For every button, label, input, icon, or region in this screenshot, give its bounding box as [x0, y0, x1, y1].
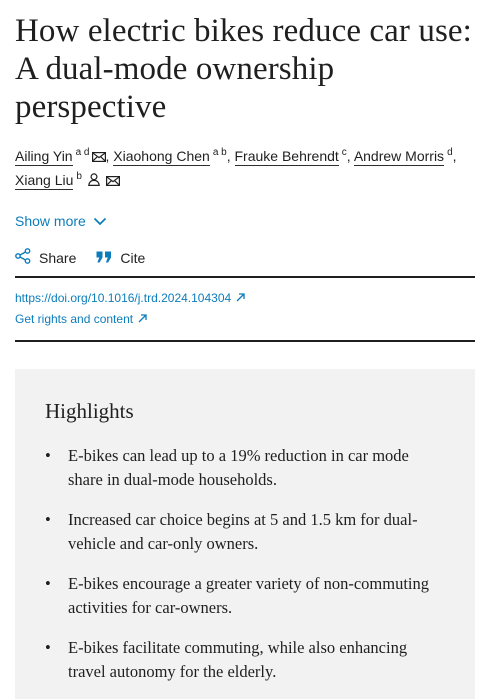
author-affiliation[interactable]: a b [212, 147, 227, 159]
cite-button[interactable] [96, 250, 145, 266]
highlight-item: • Increased car choice begins at 5 and 1.5 km for dual-vehicle and car-only owners. [45, 508, 445, 556]
highlights-list [15, 444, 475, 684]
doi-link-text: https://doi.org/10.1016/j.trd.2024.104304 [15, 291, 232, 306]
author-affiliation[interactable]: d [447, 147, 453, 159]
author-affiliation[interactable]: b [76, 171, 82, 183]
author-affiliation[interactable]: a d [75, 147, 90, 159]
share-icon [15, 248, 31, 267]
highlight-item: • E-bikes facilitate commuting, while also enhancing travel autonomy for the elderly. [45, 636, 445, 684]
author-affiliation[interactable]: c [341, 147, 347, 159]
article-title: How electric bikes reduce car use: A dual-mode ownership perspective [15, 13, 472, 125]
highlight-item: • E-bikes encourage a greater variety of non-commuting activities for car-owners. [45, 572, 445, 620]
author-xiaohong-chen[interactable] [113, 148, 226, 164]
doi-link[interactable] [15, 288, 475, 309]
email-icon[interactable] [92, 146, 106, 169]
external-link-icon [236, 291, 245, 305]
highlights-section [15, 369, 475, 699]
share-label: Share [39, 249, 77, 266]
highlight-item: • E-bikes can lead up to a 19% reduction in car mode share in dual-mode households. [45, 444, 445, 492]
author-name[interactable]: Frauke Behrendt [234, 148, 339, 164]
author-name[interactable]: Xiaohong Chen [113, 148, 210, 164]
author-andrew-morris[interactable] [354, 148, 453, 164]
quote-icon [96, 250, 112, 266]
external-link-icon [138, 312, 147, 326]
email-icon[interactable] [106, 170, 120, 193]
cite-label: Cite [120, 249, 146, 266]
share-button[interactable] [15, 248, 76, 267]
author-ailing-yin[interactable] [15, 148, 106, 164]
author-list: Ailing Yin $^{a d}$ , Xiaohong Chen $^{a b}$, Frauke Behrendt $^c$, Andrew Morris $^d$, Xiang Liu $^b$ [15, 145, 475, 193]
article-links [0, 278, 490, 340]
article-actions [15, 247, 475, 269]
author-name[interactable]: Xiang Liu [15, 171, 74, 188]
show-more-button[interactable] [15, 210, 475, 232]
author-xiang-liu[interactable] [15, 172, 120, 188]
rights-link[interactable] [15, 309, 475, 330]
rights-link-text: Get rights and content [15, 312, 134, 327]
author-name[interactable]: Andrew Morris [353, 148, 445, 164]
chevron-down-icon [93, 213, 107, 229]
author-name[interactable]: Ailing Yin [15, 148, 73, 164]
highlights-title: Highlights [45, 399, 134, 423]
author-frauke-behrendt[interactable] [235, 148, 347, 164]
show-more-label: Show more [15, 212, 86, 229]
divider [15, 340, 475, 342]
person-icon[interactable] [88, 170, 100, 193]
